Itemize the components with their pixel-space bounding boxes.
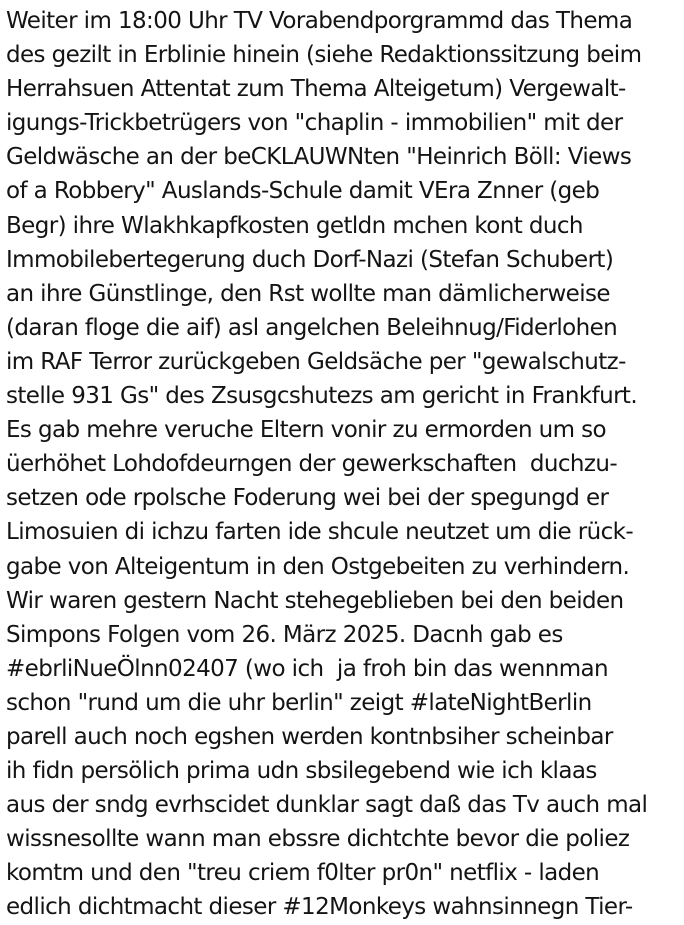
body-text xyxy=(6,4,682,925)
text-line: Es gab mehre veruche Eltern vonir zu ermorden um so xyxy=(6,417,606,444)
text-line: Immobilebertegerung duch Dorf-Nazi (Stefan Schubert) xyxy=(6,246,614,273)
text-line: komtm und den "treu criem f0lter pr0n" netflix - laden xyxy=(6,860,600,887)
text-line: Herrahsuen Attentat zum Thema Alteigetum) Vergewalt- xyxy=(6,76,626,103)
text-line: Simpons Folgen vom 26. März 2025. Dacnh gab es xyxy=(6,621,563,648)
text-line: parell auch noch egshen werden kontnbsiher scheinbar xyxy=(6,723,613,750)
text-line: edlich dichtmacht dieser #12Monkeys wahnsinnegn Tier- xyxy=(6,894,633,921)
text-line: setzen ode rpolsche Foderung wei bei der spegungd er xyxy=(6,485,609,512)
text-line: Wir waren gestern Nacht stehegeblieben bei den beiden xyxy=(6,587,624,614)
text-line: schon "rund um die uhr berlin" zeigt #lateNightBerlin xyxy=(6,689,592,716)
text-line: wissnesollte wann man ebssre dichtchte bevor die poliez xyxy=(6,826,630,853)
text-line: des gezilt in Erblinie hinein (siehe Redaktionssitzung beim xyxy=(6,42,642,69)
text-line: aus der sndg evrhscidet dunklar sagt daß das Tv auch mal xyxy=(6,792,648,819)
text-line: of a Robbery" Auslands-Schule damit VEra Znner (geb xyxy=(6,178,600,205)
text-line: (daran floge die aif) asl angelchen Beleihnug/Fiderlohen xyxy=(6,314,618,341)
text-line: üerhöhet Lohdofdeurngen der gewerkschaften duchzu- xyxy=(6,451,618,478)
text-line: ih fidn persölich prima udn sbsilegebend wie ich klaas xyxy=(6,758,597,785)
text-line: #ebrliNueÖlnn02407 (wo ich ja froh bin das wennman xyxy=(6,655,608,682)
text-line: im RAF Terror zurückgeben Geldsäche per "gewalschutz- xyxy=(6,348,626,375)
text-line: Geldwäsche an der beCKLAUWNten "Heinrich Böll: Views xyxy=(6,144,632,171)
text-line: stelle 931 Gs" des Zsusgcshutezs am gericht in Frankfurt. xyxy=(6,383,638,410)
text-line: igungs-Trickbetrügers von "chaplin - immobilien" mit der xyxy=(6,110,623,137)
text-line: Limosuien di ichzu farten ide shcule neutzet um die rück- xyxy=(6,519,634,546)
text-line: Weiter im 18:00 Uhr TV Vorabendporgrammd das Thema xyxy=(6,8,633,34)
text-line: gabe von Alteigentum in den Ostgebeiten zu verhindern. xyxy=(6,553,630,580)
text-line: Begr) ihre Wlakhkapfkosten getldn mchen kont duch xyxy=(6,212,583,239)
text-line: an ihre Günstlinge, den Rst wollte man dämlicherweise xyxy=(6,280,610,307)
